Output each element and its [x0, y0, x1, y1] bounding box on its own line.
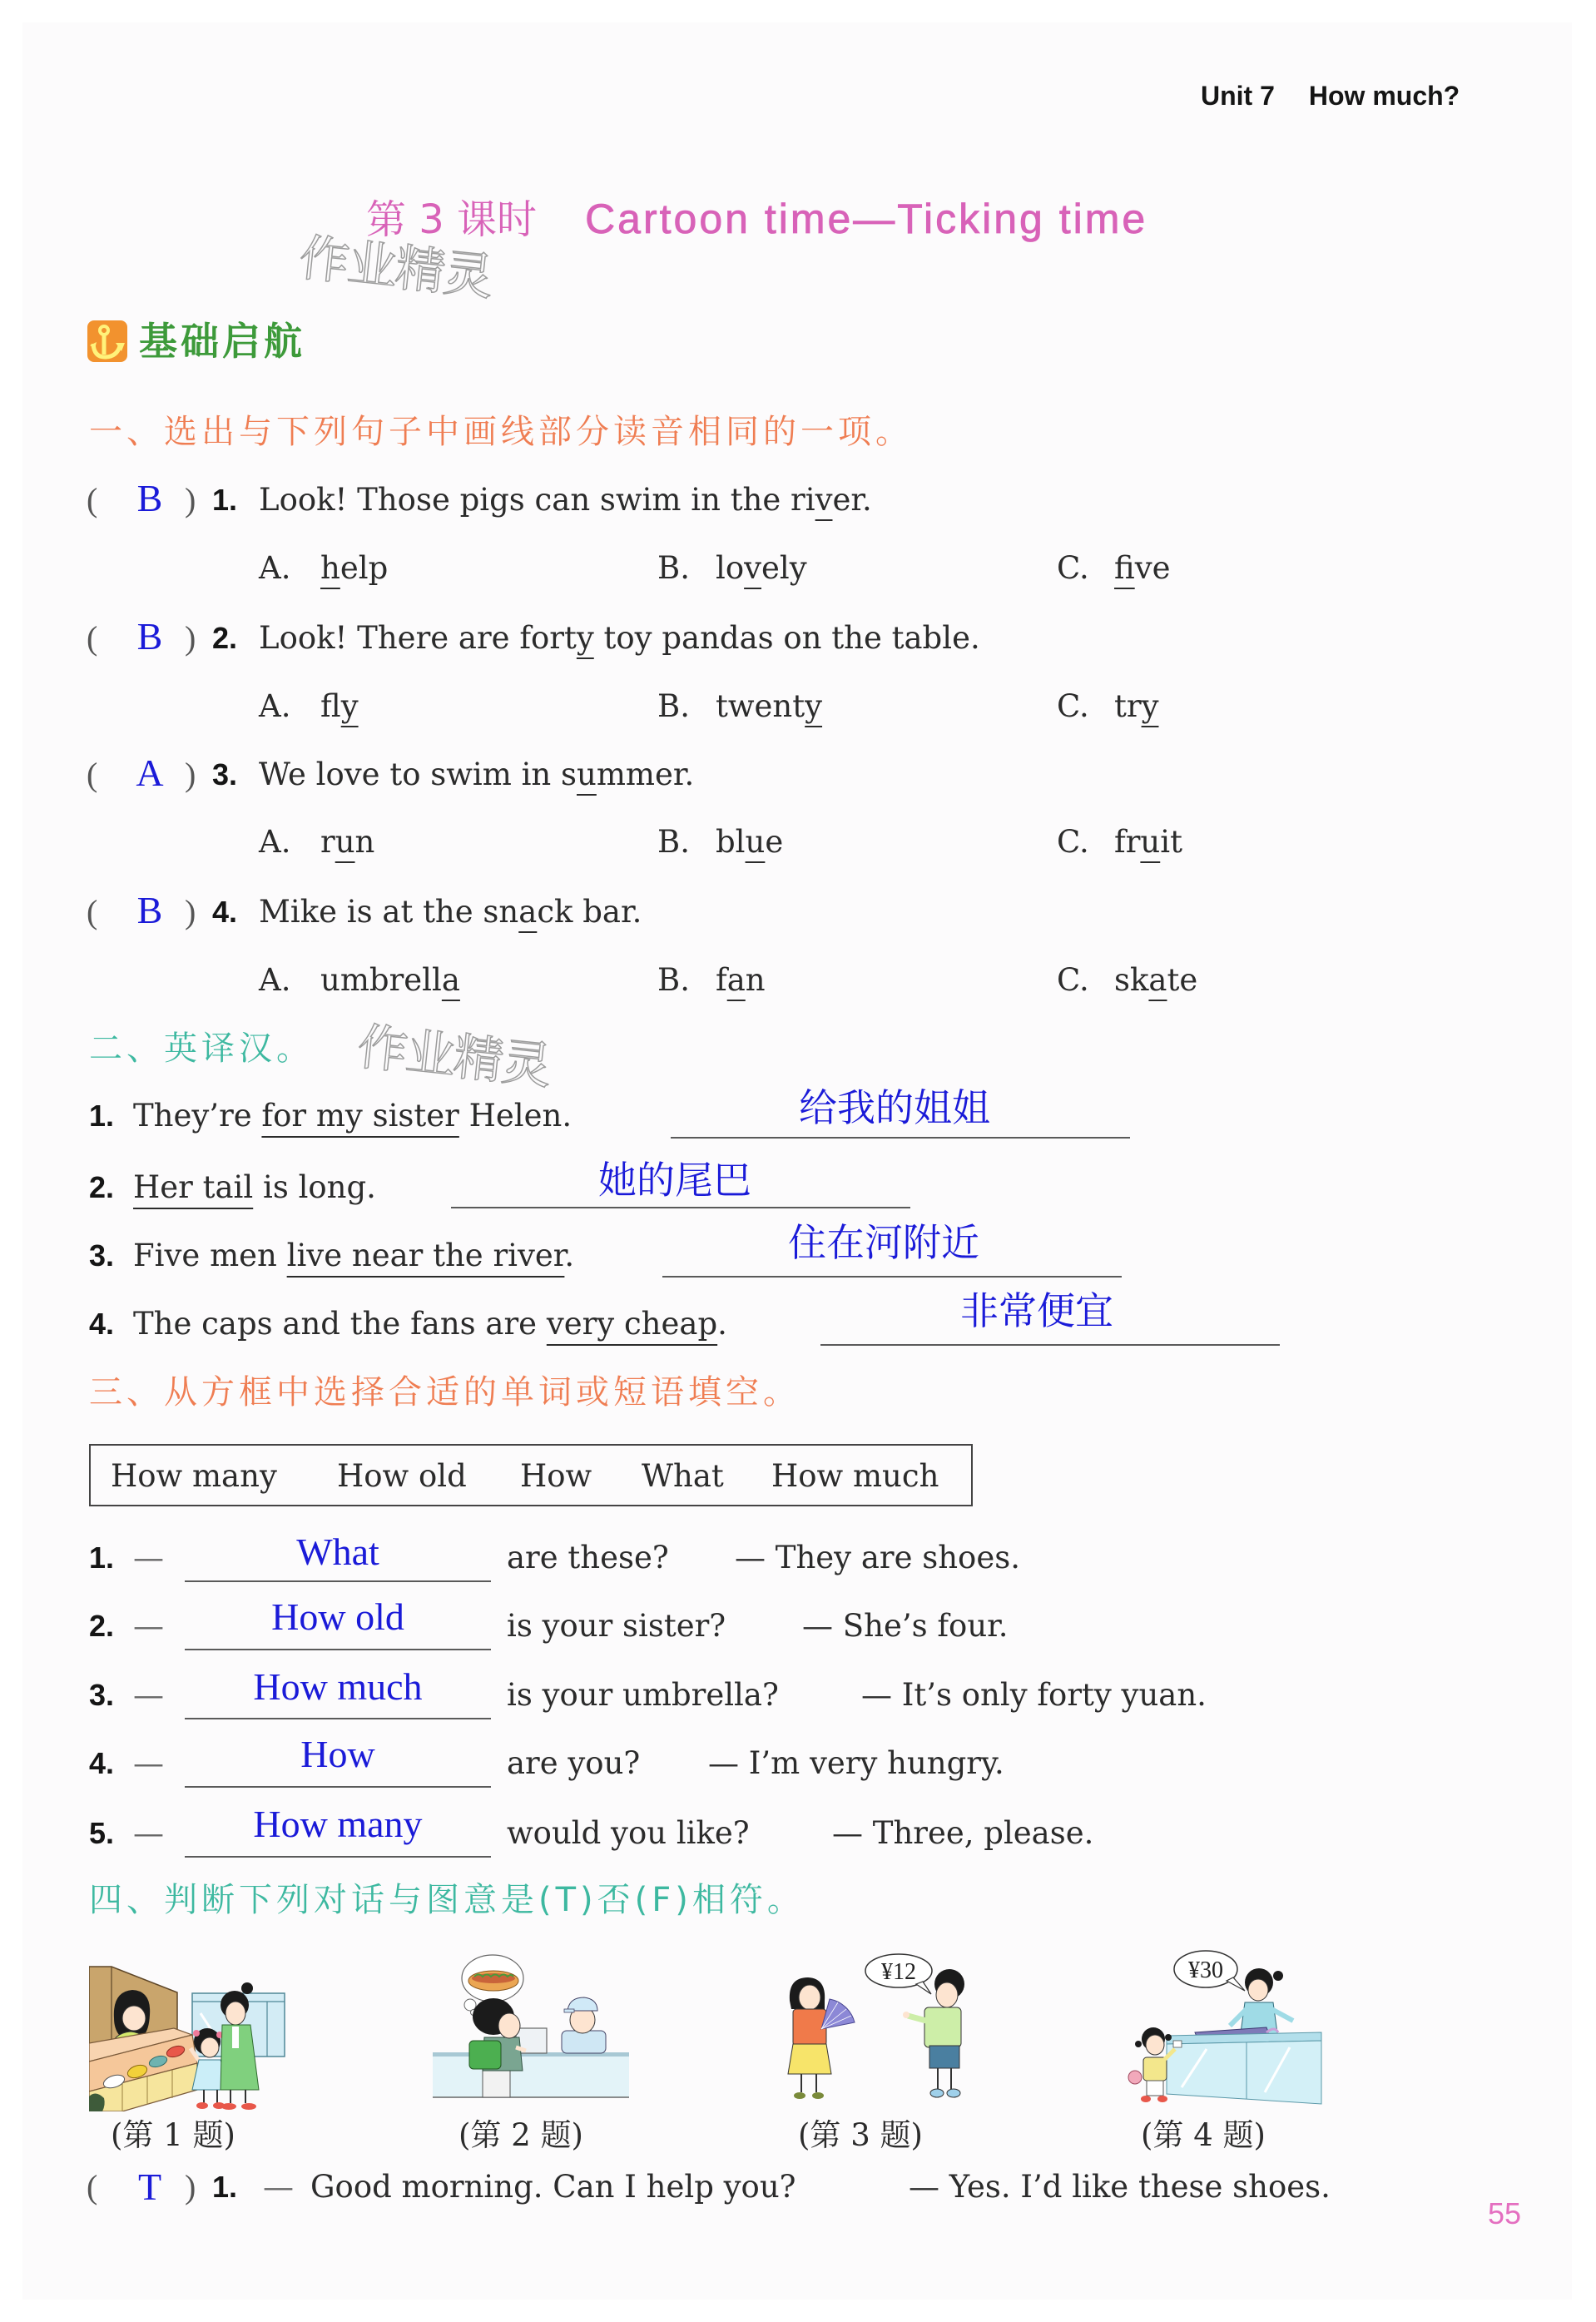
- sentence-text: is long.: [253, 1169, 376, 1205]
- option-c-word: [1114, 543, 1171, 593]
- option-c-word: [1114, 682, 1158, 732]
- answer-slot[interactable]: B: [136, 615, 163, 657]
- underlined-letters: u: [1140, 824, 1161, 860]
- answer-bracket-open: (: [87, 2168, 98, 2205]
- underlined-letters: a: [726, 962, 746, 998]
- answer-blank[interactable]: [185, 1718, 491, 1719]
- option-c-label: C.: [1057, 962, 1089, 998]
- answer-slot[interactable]: T: [137, 2166, 162, 2208]
- answer-bracket-open: (: [87, 893, 98, 930]
- item-number: 3.: [89, 1238, 115, 1273]
- underlined-phrase: Her tail: [133, 1169, 254, 1205]
- question-text: is your sister?: [507, 1608, 726, 1644]
- response-text: — It’s only forty yuan.: [861, 1677, 1207, 1713]
- item-number: 1.: [212, 2170, 238, 2204]
- anchor-icon: [87, 320, 127, 362]
- counter: [433, 2052, 629, 2097]
- underlined-letters: v: [815, 482, 833, 518]
- underlined-phrase: live near the river: [286, 1238, 565, 1273]
- response-text: — She’s four.: [802, 1608, 1009, 1644]
- unit-label: Unit 7: [1201, 81, 1275, 111]
- unit-header: [1201, 77, 1460, 115]
- option-c-word: [1114, 817, 1182, 867]
- word-text: bl: [716, 824, 746, 860]
- price-label: ¥12: [881, 1959, 916, 1985]
- fill-answer[interactable]: How many: [253, 1803, 423, 1845]
- answer-blank[interactable]: [820, 1344, 1280, 1346]
- picture-caption-4: (第 4 题): [1141, 2117, 1266, 2153]
- fill-answer[interactable]: How old: [271, 1595, 404, 1638]
- option-a-label: A.: [259, 962, 291, 998]
- underlined-letters: y: [576, 620, 594, 656]
- fan-price-illustration: [783, 1951, 974, 2102]
- word-text: ely: [761, 550, 807, 586]
- answer-blank[interactable]: [185, 1580, 491, 1582]
- dialogue-dash: —: [133, 1815, 164, 1851]
- option-b-label: B.: [657, 962, 690, 998]
- underlined-letters: u: [577, 757, 597, 792]
- illustration-3: [783, 1951, 974, 2102]
- word-text: f: [716, 962, 727, 998]
- answer-slot[interactable]: B: [136, 889, 163, 931]
- translation-answer[interactable]: 住在河附近: [788, 1220, 979, 1265]
- answer-blank[interactable]: [451, 1207, 910, 1208]
- illustration-1: [89, 1965, 285, 2111]
- dialogue-dash: —: [133, 1745, 164, 1781]
- dialogue-dash: —: [133, 1608, 164, 1644]
- girl-with-fan: [788, 1977, 855, 2099]
- boy: [903, 1969, 964, 2097]
- fill-answer[interactable]: What: [296, 1531, 379, 1573]
- option-a-word: [320, 543, 388, 593]
- word-text: lo: [716, 550, 745, 586]
- word-text: e: [765, 824, 784, 860]
- sentence-text: Five men: [133, 1238, 287, 1273]
- part1-heading: 一、选出与下列句子中画线部分读音相同的一项。: [89, 413, 913, 451]
- underlined-letters: a: [518, 894, 538, 930]
- fill-answer[interactable]: How much: [253, 1665, 423, 1708]
- speech-bubble: [865, 1954, 932, 1994]
- underlined-letters: f: [1114, 550, 1135, 586]
- illustration-2: [433, 1954, 629, 2099]
- answer-bracket-close: ): [185, 619, 196, 657]
- option-a-label: A.: [259, 824, 291, 860]
- response-text: — I’m very hungry.: [708, 1745, 1004, 1781]
- word-text: r: [320, 824, 335, 860]
- answer-bracket-open: (: [87, 756, 98, 793]
- english-sentence: [133, 1231, 574, 1281]
- sentence-text: .: [564, 1238, 575, 1273]
- answer-slot[interactable]: A: [136, 752, 164, 794]
- underlined-letters: a: [441, 962, 460, 998]
- dialogue-line-1: Good morning. Can I help you?: [310, 2169, 796, 2205]
- question-sentence: [259, 887, 642, 937]
- english-sentence: [133, 1091, 572, 1141]
- underlined-letters: u: [335, 824, 355, 860]
- price-label: ¥30: [1188, 1957, 1223, 1983]
- underlined-letters: a: [1148, 962, 1167, 998]
- option-b-word: [716, 543, 807, 593]
- question-text: is your umbrella?: [507, 1677, 779, 1713]
- fill-answer[interactable]: How: [300, 1733, 375, 1775]
- sentence-text: We love to swim in s: [259, 757, 577, 792]
- unit-title: How much?: [1308, 81, 1460, 111]
- option-b-label: B.: [657, 688, 690, 724]
- option-b-label: B.: [657, 824, 690, 860]
- dialogue-dash: —: [133, 1540, 164, 1575]
- dialogue-dash: —: [263, 2169, 294, 2205]
- part3-heading: 三、从方框中选择合适的单词或短语填空。: [89, 1373, 800, 1412]
- answer-bracket-close: ): [185, 481, 196, 518]
- picture-caption-1: (第 1 题): [111, 2117, 235, 2153]
- option-b-word: [716, 682, 822, 732]
- word-bank-option: How much: [771, 1458, 939, 1494]
- underlined-letters: y: [340, 688, 359, 724]
- option-c-label: C.: [1057, 688, 1089, 724]
- word-text: elp: [340, 550, 389, 586]
- page-number: 55: [1488, 2196, 1522, 2230]
- response-text: — They are shoes.: [735, 1540, 1020, 1575]
- question-number: 2.: [212, 621, 238, 655]
- lesson-name: Cartoon time—Ticking time: [585, 196, 1148, 242]
- word-text: te: [1167, 962, 1198, 998]
- picture-caption-3: (第 3 题): [798, 2117, 923, 2153]
- sentence-text: .: [717, 1306, 727, 1342]
- answer-bracket-close: ): [185, 2168, 196, 2205]
- option-b-label: B.: [657, 550, 690, 586]
- dialogue-dash: —: [133, 1677, 164, 1713]
- question-number: 1.: [212, 483, 238, 517]
- question-text: would you like?: [507, 1815, 750, 1851]
- word-text: fr: [1114, 824, 1141, 860]
- word-text: n: [745, 962, 766, 998]
- sentence-text: er.: [832, 482, 872, 518]
- word-text: fl: [320, 688, 341, 724]
- item-number: 2.: [89, 1170, 115, 1204]
- shoe-shop-illustration: [89, 1965, 285, 2111]
- answer-blank[interactable]: [185, 1856, 491, 1858]
- answer-blank[interactable]: [662, 1276, 1122, 1278]
- item-number: 4.: [89, 1307, 115, 1341]
- word-text: sk: [1114, 962, 1149, 998]
- item-number: 4.: [89, 1746, 115, 1780]
- item-number: 3.: [89, 1678, 115, 1712]
- answer-bracket-open: (: [87, 481, 98, 518]
- option-a-word: [320, 955, 460, 1005]
- picture-caption-2: (第 2 题): [458, 2117, 583, 2153]
- item-number: 5.: [89, 1816, 115, 1850]
- answer-blank[interactable]: [185, 1786, 491, 1788]
- answer-blank[interactable]: [671, 1137, 1130, 1139]
- dialogue-line-2: — Yes. I’d like these shoes.: [909, 2169, 1331, 2205]
- word-text: n: [354, 824, 375, 860]
- english-sentence: [133, 1299, 727, 1349]
- illustration-4: [1123, 1946, 1323, 2106]
- word-bank-option: How: [520, 1458, 592, 1494]
- question-text: are these?: [507, 1540, 669, 1575]
- question-sentence: [259, 475, 872, 525]
- answer-slot[interactable]: B: [136, 477, 163, 519]
- response-text: — Three, please.: [832, 1815, 1094, 1851]
- question-number: 4.: [212, 895, 238, 929]
- word-bank-option: What: [642, 1458, 724, 1494]
- question-number: 3.: [212, 757, 238, 791]
- question-sentence: [259, 750, 694, 800]
- translation-answer[interactable]: 给我的姐姐: [799, 1085, 990, 1130]
- answer-bracket-open: (: [87, 619, 98, 657]
- sentence-text: Mike is at the sn: [259, 894, 519, 930]
- word-text: tr: [1114, 688, 1142, 724]
- underlined-phrase: for my sister: [261, 1098, 459, 1134]
- english-sentence: [133, 1163, 376, 1213]
- sentence-text: toy pandas on the table.: [593, 620, 980, 656]
- item-number: 1.: [89, 1099, 115, 1133]
- answer-bracket-close: ): [185, 893, 196, 930]
- cashier: [562, 1997, 606, 2053]
- speech-bubble: [1174, 1951, 1245, 1991]
- umbrella-shop-illustration: [1123, 1946, 1323, 2106]
- option-c-label: C.: [1057, 824, 1089, 860]
- option-a-label: A.: [259, 550, 291, 586]
- sentence-text: They’re: [133, 1098, 262, 1134]
- sentence-text: The caps and the fans are: [133, 1306, 547, 1342]
- watermark: 作业精灵: [296, 228, 495, 307]
- sentence-text: mmer.: [596, 757, 695, 792]
- word-text: it: [1160, 824, 1182, 860]
- option-a-word: [320, 817, 374, 867]
- option-a-word: [320, 682, 359, 732]
- sentence-text: ck bar.: [537, 894, 642, 930]
- hotdog-icon: [468, 1971, 518, 1991]
- lesson-period: 第 3 课时: [366, 196, 538, 243]
- option-c-label: C.: [1057, 550, 1089, 586]
- word-text: umbrell: [320, 962, 442, 998]
- underlined-letters: y: [1141, 688, 1159, 724]
- underlined-letters: v: [744, 550, 762, 586]
- sentence-text: Look! There are fort: [259, 620, 577, 656]
- word-text: ive: [1134, 550, 1171, 586]
- part4-heading: 四、判断下列对话与图意是(T)否(F)相符。: [89, 1881, 805, 1919]
- sentence-text: Helen.: [458, 1098, 572, 1134]
- answer-blank[interactable]: [185, 1649, 491, 1650]
- option-b-word: [716, 955, 766, 1005]
- underlined-letters: y: [805, 688, 823, 724]
- sentence-text: Look! Those pigs can swim in the ri: [259, 482, 815, 518]
- option-c-word: [1114, 955, 1197, 1005]
- part2-heading: 二、英译汉。: [89, 1030, 314, 1068]
- watermark: 作业精灵: [354, 1017, 553, 1096]
- translation-answer[interactable]: 她的尾巴: [598, 1158, 751, 1203]
- underlined-letters: u: [745, 824, 766, 860]
- question-text: are you?: [507, 1745, 641, 1781]
- answer-bracket-close: ): [185, 756, 196, 793]
- option-b-word: [716, 817, 783, 867]
- word-text: twent: [716, 688, 805, 724]
- translation-answer[interactable]: 非常便宜: [960, 1288, 1113, 1333]
- option-a-label: A.: [259, 688, 291, 724]
- word-bank-option: How old: [337, 1458, 467, 1494]
- item-number: 2.: [89, 1609, 115, 1643]
- item-number: 1.: [89, 1541, 115, 1575]
- underlined-letters: h: [320, 550, 340, 586]
- glass-counter: [1167, 2032, 1321, 2104]
- snack-counter-illustration: [433, 1954, 629, 2099]
- underlined-phrase: very cheap: [546, 1306, 718, 1342]
- section-banner-label: 基础启航: [139, 319, 305, 364]
- word-bank-option: How many: [111, 1458, 277, 1494]
- question-sentence: [259, 613, 980, 663]
